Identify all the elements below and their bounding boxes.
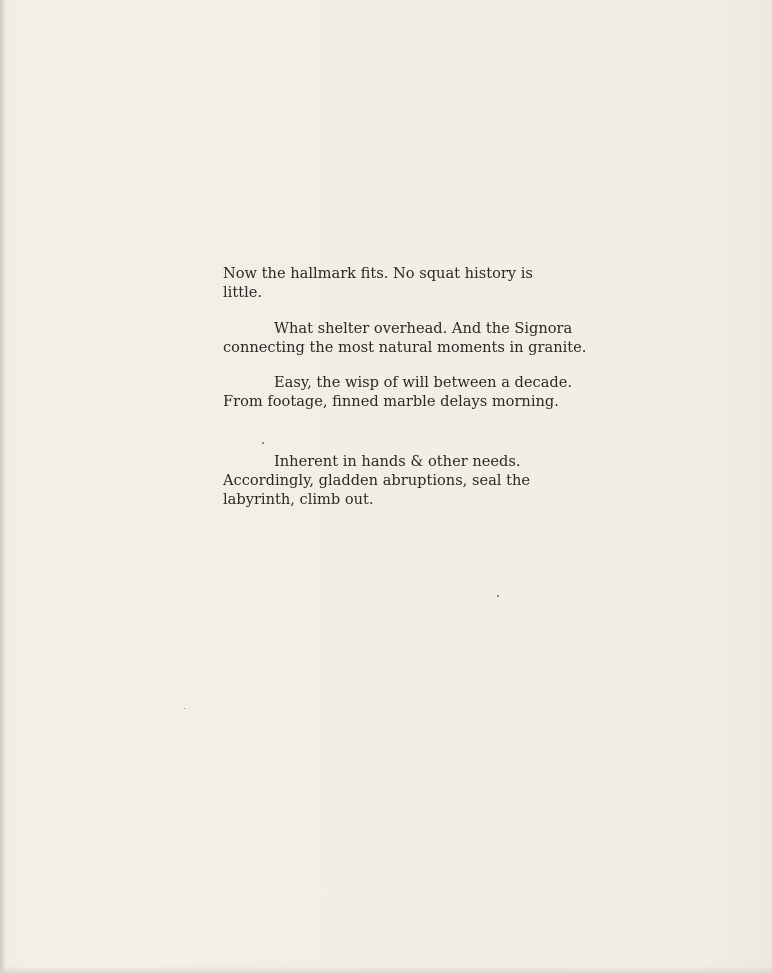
poem-line: little. [223,284,263,301]
poem-line: Inherent in hands & other needs. [274,453,521,470]
poem-line: Accordingly, gladden abruptions, seal the [223,472,530,489]
page-bottom-edge [0,966,772,974]
stanza-2 [223,319,623,357]
stanza-1 [223,264,623,302]
stanza-4 [223,452,623,509]
poem-line: labyrinth, climb out. [223,491,374,508]
poem-line: Now the hallmark fits. No squat history is [223,265,533,282]
poem-line: Easy, the wisp of will between a decade. [274,374,573,391]
poem-line: What shelter overhead. And the Signora [274,320,573,337]
poem-line: From footage, finned marble delays morning. [223,393,559,410]
poem-line: connecting the most natural moments in granite. [223,339,587,356]
paper-speck [184,708,185,709]
poem-text [223,264,623,509]
paper-speck [497,595,499,597]
binding-shadow [0,0,5,974]
stanza-3 [223,373,623,411]
